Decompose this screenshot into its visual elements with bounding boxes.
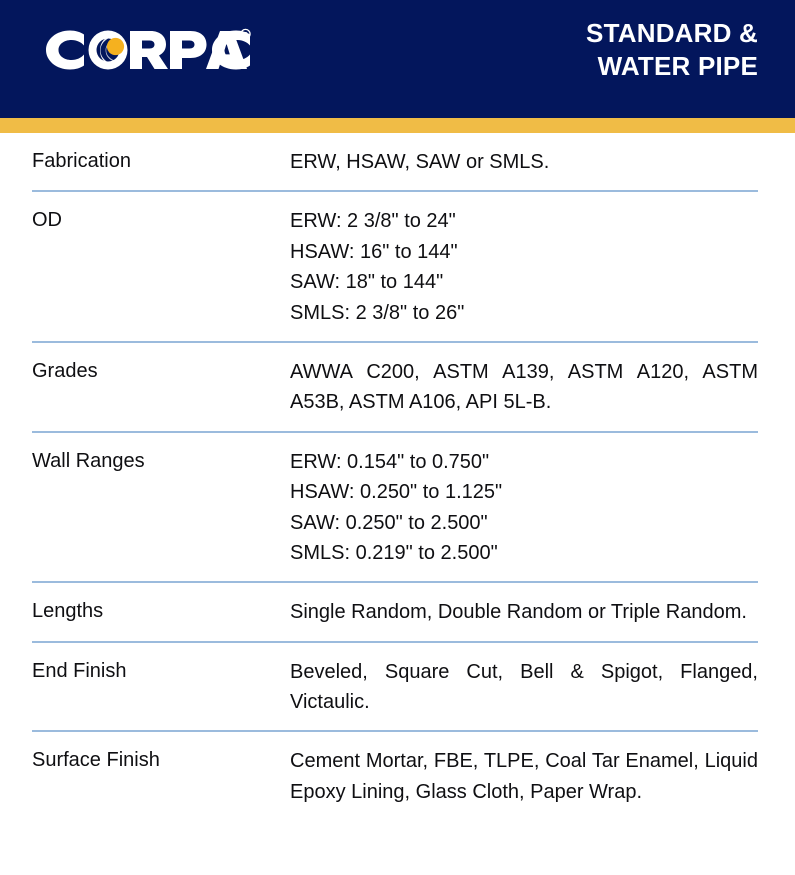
row-value-text: Single Random, Double Random or Triple Random. xyxy=(290,601,747,624)
table-row xyxy=(32,192,758,343)
row-value-text: Cement Mortar, FBE, TLPE, Coal Tar Enamel, Liquid Epoxy Lining, Glass Cloth, Paper Wrap. xyxy=(290,750,758,803)
row-value-wall-ranges xyxy=(290,447,758,569)
row-value-text: AWWA C200, ASTM A139, ASTM A120, ASTM A53B, ASTM A106, API 5L-B. xyxy=(290,360,758,414)
row-label-lengths: Lengths xyxy=(32,600,104,623)
svg-text:R: R xyxy=(243,31,248,39)
row-value-end-finish xyxy=(290,657,758,718)
table-row xyxy=(32,133,758,192)
row-value-line: SAW: 18" to 144" xyxy=(290,271,444,294)
table-row xyxy=(32,643,758,733)
row-value-lengths xyxy=(290,597,758,627)
page-title-line-2: WATER PIPE xyxy=(597,50,758,81)
row-value-line: ERW: 0.154" to 0.750" xyxy=(290,450,490,473)
row-value-line: ERW: 2 3/8" to 24" xyxy=(290,210,456,233)
row-value-line: HSAW: 16" to 144" xyxy=(290,240,458,263)
page-title xyxy=(338,17,758,83)
corpac-logo xyxy=(30,24,252,76)
row-value-text: Beveled, Square Cut, Bell & Spigot, Flanged, Victaulic. xyxy=(290,660,758,714)
page-title-line-1: STANDARD & xyxy=(586,18,758,48)
row-value-od xyxy=(290,206,758,328)
row-label-surface-finish: Surface Finish xyxy=(32,749,160,772)
row-label-end-finish: End Finish xyxy=(32,659,127,682)
table-row xyxy=(32,732,758,820)
logo-dot-icon xyxy=(107,38,124,55)
row-label-wall-ranges: Wall Ranges xyxy=(32,449,145,472)
row-value-text: ERW, HSAW, SAW or SMLS. xyxy=(290,151,550,173)
row-value-line: SAW: 0.250" to 2.500" xyxy=(290,511,488,534)
accent-bar xyxy=(0,118,795,133)
row-value-line: SMLS: 0.219" to 2.500" xyxy=(290,541,498,564)
table-row xyxy=(32,583,758,642)
row-value-grades xyxy=(290,357,758,418)
row-value-surface-finish xyxy=(290,746,758,807)
page-header xyxy=(0,0,795,118)
row-value-fabrication xyxy=(290,147,758,177)
row-label-od: OD xyxy=(32,209,62,232)
row-label-grades: Grades xyxy=(32,359,98,382)
row-value-line: HSAW: 0.250" to 1.125" xyxy=(290,481,503,504)
table-row xyxy=(32,433,758,584)
table-row xyxy=(32,343,758,433)
specification-table xyxy=(0,133,795,820)
corpac-logo-mark xyxy=(30,24,252,76)
row-value-line: SMLS: 2 3/8" to 26" xyxy=(290,301,465,324)
row-label-fabrication: Fabrication xyxy=(32,150,131,172)
